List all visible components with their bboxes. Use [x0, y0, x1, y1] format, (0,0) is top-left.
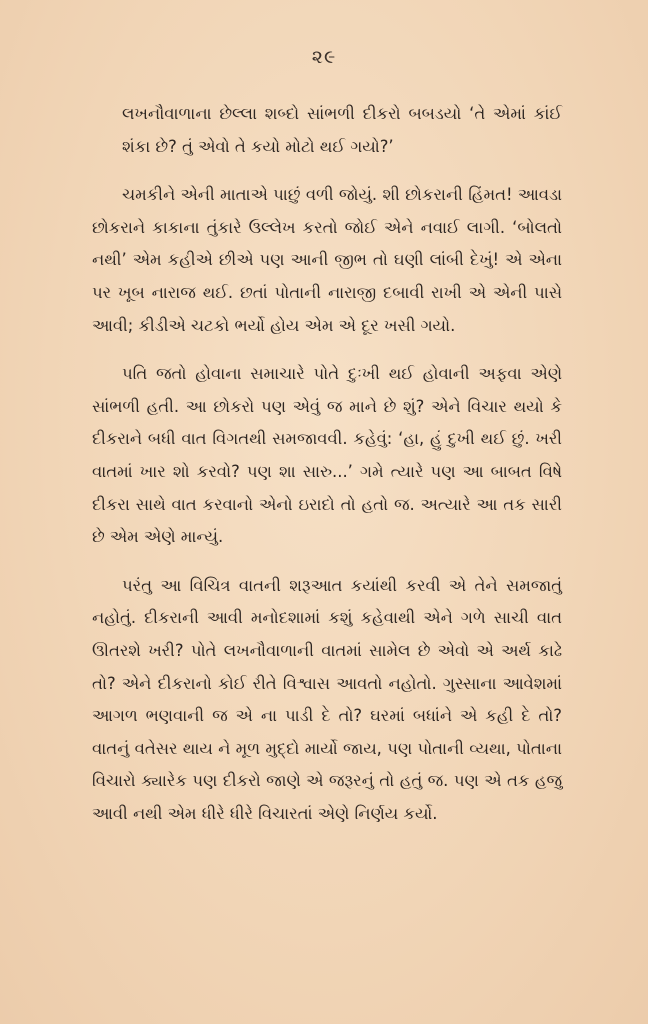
body-text	[92, 98, 562, 846]
paragraph-3: પતિ જતો હોવાના સમાચારે પોતે દુઃખી થઈ હોવાની અફવા એણે સાંભળી હતી. આ છોકરો પણ એવું જ માને છે શું? એને વિચાર થયો કે દીકરાને બધી વાત વિગતથી સમજાવવી. કહેવું: ‘હા, હું દુખી થઈ છું. ખરી વાતમાં ખાર શો કરવો? પણ શા સારુ...’ ગમે ત્યારે પણ આ બાબત વિષે દીકરા સાથે વાત કરવાનો એનો ઇરાદો તો હતો જ. અત્યારે આ તક સારી છે એમ એણે માન્યું.	[92, 364, 562, 547]
page-number: ૨૯	[311, 46, 337, 68]
paragraph-2: ચમકીને એની માતાએ પાછું વળી જોયું. શી છોકરાની હિંમત! આવડા છોકરાને કાકાના તુંકારે ઉલ્લેખ કરતો જોઈ એને નવાઈ લાગી. ‘બોલતો નથી’ એમ કહીએ છીએ પણ આની જીભ તો ઘણી લાંબી દેખું! એ એના પર ખૂબ નારાજ થઈ. છતાં પોતાની નારાજી દબાવી રાખી એ એની પાસે આવી; કીડીએ ચટકો ભર્યો હોય એમ એ દૂર ખસી ગયો.	[92, 185, 562, 335]
paragraph-4: પરંતુ આ વિચિત્ર વાતની શરૂઆત કયાંથી કરવી એ તેને સમજાતું નહોતું. દીકરાની આવી મનોદશામાં કશું કહેવાથી એને ગળે સાચી વાત ઊતરશે ખરી? પોતે લખનૌવાળાની વાતમાં સામેલ છે એવો એ અર્થ કાઢે તો? એને દીકરાનો કોઈ રીતે વિશ્વાસ આવતો નહોતો. ગુસ્સાના આવેશમાં આગળ ભણવાની જ એ ના પાડી દે તો? ઘરમાં બધાંને એ કહી દે તો? વાતનું વતેસર થાય ને મૂળ મુદ્દો માર્યો જાય, પણ પોતાની વ્યથા, પોતાના વિચારો ક્યારેક પણ દીકરો જાણે એ જરૂરનું તો હતું જ. પણ એ તક હજુ આવી નથી એમ ધીરે ધીરે વિચારતાં એણે નિર્ણય કર્યો.	[92, 575, 562, 823]
paragraph-1: લખનૌવાળાના છેલ્લા શબ્દો સાંભળી દીકરો બબડયો ‘તે એમાં કાંઈ શંકા છે? તું એવો તે કયો મોટો થઈ ગયો?’	[122, 104, 562, 156]
